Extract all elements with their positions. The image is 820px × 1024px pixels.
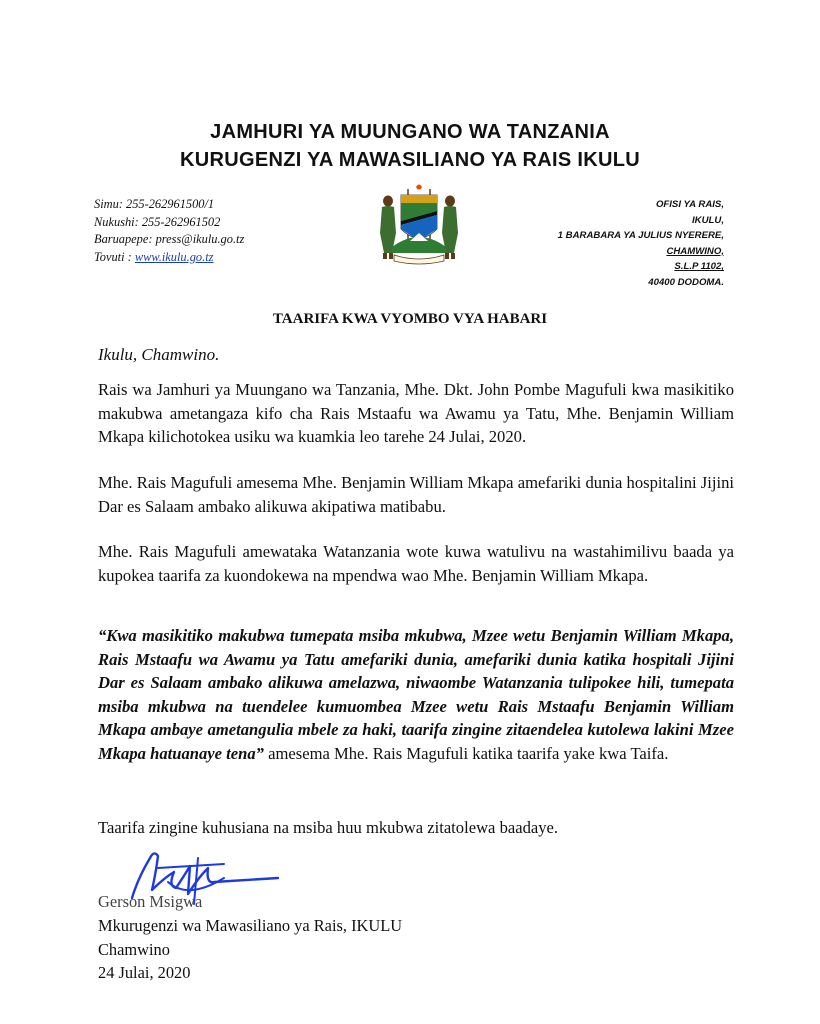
quote-attribution: amesema Mhe. Rais Magufuli katika taarifa yake kwa Taifa. — [263, 743, 669, 763]
signatory-name: Gerson Msigwa — [98, 892, 203, 911]
email: Baruapepe: press@ikulu.go.tz — [94, 232, 245, 246]
letterhead — [0, 118, 820, 174]
letterhead-line-1: JAMHURI YA MUUNGANO WA TANZANIA — [210, 121, 610, 143]
website-label: Tovuti : — [94, 249, 135, 264]
address-line-2: IKULU, — [692, 214, 724, 226]
signoff-place: Chamwino — [98, 939, 170, 959]
address-line-3: 1 BARABARA YA JULIUS NYERERE, — [557, 230, 724, 242]
contact-block — [94, 196, 244, 266]
website-link[interactable]: www.ikulu.go.tz — [134, 249, 214, 264]
paragraph-1: Rais wa Jamhuri ya Muungano wa Tanzania, Mhe. Dkt. John Pombe Magufuli kwa masikitiko makubwa ametangaza kifo cha Rais Mstaafu wa Awamu ya Tatu, Mhe. Benjamin William Mkapa kilichotokea usiku wa kuamkia leo tarehe 24 Julai, 2020. — [98, 380, 734, 446]
document-title: TAARIFA KWA VYOMBO VYA HABARI — [272, 311, 548, 327]
phone: Simu: 255-262961500/1 — [94, 197, 215, 211]
website — [94, 249, 244, 267]
address-line-6: 40400 DODOMA. — [648, 276, 724, 288]
signoff-date: 24 Julai, 2020 — [98, 963, 191, 983]
dateline-place: Ikulu, Chamwino. — [98, 345, 220, 364]
address-line-1: OFISI YA RAIS, — [655, 199, 724, 210]
closing-paragraph: Taarifa zingine kuhusiana na msiba huu mkubwa zitatolewa baadaye. — [98, 818, 559, 837]
address-block — [558, 197, 724, 291]
address-line-5: S.L.P 1102, — [674, 261, 724, 273]
fax: Nukushi: 255-262961502 — [94, 214, 221, 229]
paragraph-3: Mhe. Rais Magufuli amewataka Watanzania wote kuwa watulivu na wastahimilivu baada ya kupokea taarifa za kuondokewa na mpendwa wao Mhe. Benjamin William Mkapa. — [98, 542, 734, 585]
letterhead-line-2: KURUGENZI YA MAWASILIANO YA RAIS IKULU — [180, 149, 640, 171]
quote-paragraph — [98, 624, 734, 765]
coat-of-arms-icon — [372, 183, 466, 265]
address-line-4: CHAMWINO, — [666, 245, 724, 257]
signatory-position: Mkurugenzi wa Mawasiliano ya Rais, IKULU — [98, 915, 403, 935]
signoff-block — [98, 890, 402, 985]
quote-text: “Kwa masikitiko makubwa tumepata msiba mkubwa, Mzee wetu Benjamin William Mkapa, Rais Mstaafu wa Awamu ya Tatu amefariki dunia, amefariki dunia katika hospitali Jijini Dar es Salaam ambako alikuwa amelazwa, niwaombe Watanzania tulipokee hili, tumepata msiba mkubwa na tuendelee kumuombea Mzee wetu Rais Mstaafu Benjamin William Mkapa ambaye ametangulia mbele za haki, taarifa zingine zitaendelea kutolewa lakini Mzee Mkapa hatuanaye tena” — [98, 626, 734, 763]
paragraph-2: Mhe. Rais Magufuli amesema Mhe. Benjamin William Mkapa amefariki dunia hospitalini Jijini Dar es Salaam ambako alikuwa akipatiwa matibabu. — [98, 473, 734, 516]
